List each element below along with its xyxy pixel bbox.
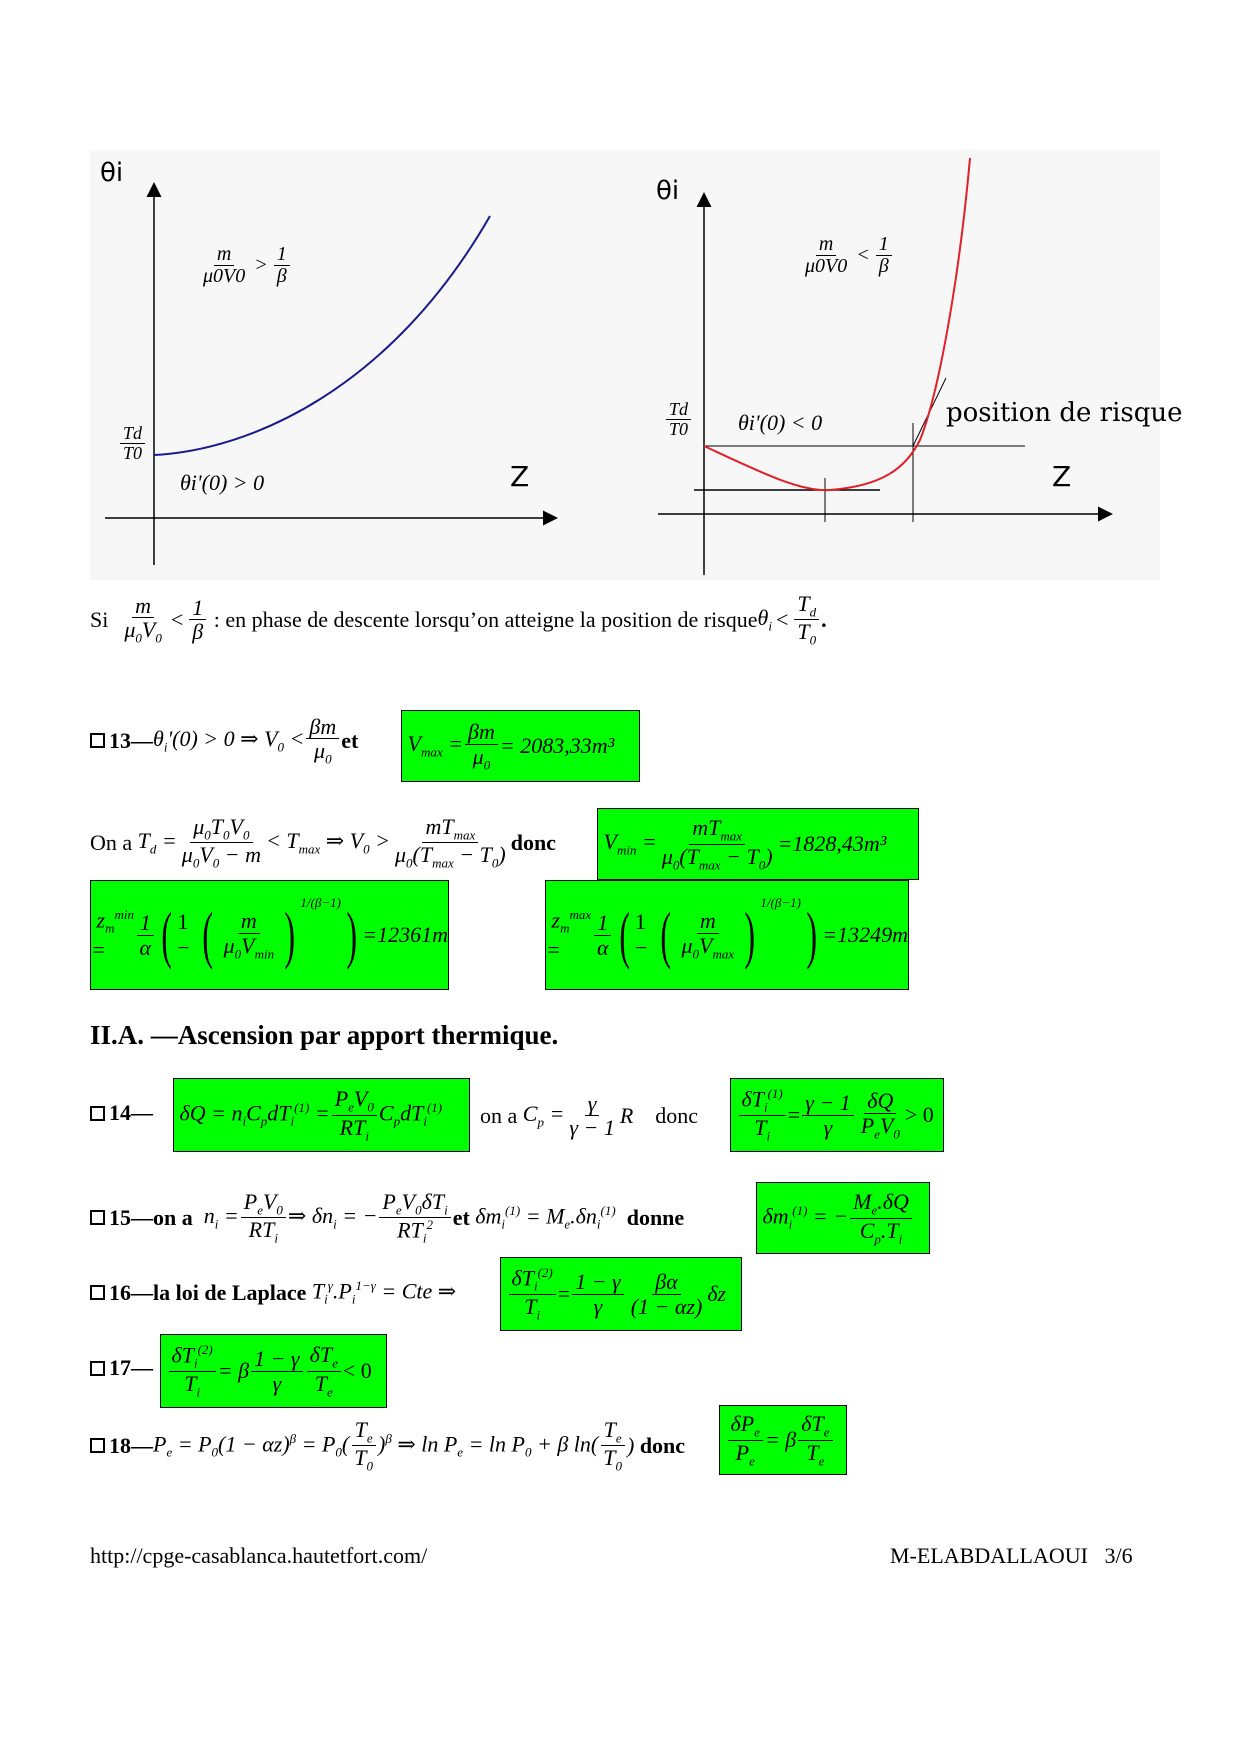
graph-left — [90, 150, 590, 580]
q16-answer-box: $\frac{\delta T_i^{(2)}}{T_i}$ = $\frac{1 - \gamma}{\gamma}$ $\frac{\beta\alpha}{(1 - \alpha z)}$ δz — [500, 1257, 742, 1331]
right-derivative-label: θi'(0) < 0 — [738, 410, 823, 435]
si-statement: Si $\frac{m}{\mu_0V_0}$ < $\frac{1}{\beta}$ : en phase de descente lorsqu’on atteigne la position de risque $\theta_i$ < $\frac{T_d}{T_0}$ . — [90, 591, 827, 648]
q13-answer-box: $V_{max}$ = $\frac{\beta m}{\mu_0}$ = 2083,33m³ — [401, 710, 640, 782]
zmin-answer-box: $z_m^{min}$ = $\frac{1}{\alpha}$ ( 1 − ( $\frac{m}{\mu_0V_{min}}$ ) 1/(β−1) ) =12361m — [90, 880, 449, 990]
q17-answer-box: $\frac{\delta T_i^{(2)}}{T_i}$ = β $\frac{1 - \gamma}{\gamma}$ $\frac{\delta T_e}{T_e}$ < 0 — [160, 1334, 387, 1408]
q15-answer-box: $\delta m_i^{(1)}$ = − $\frac{M_e.\delta Q}{C_p.T_i}$ — [756, 1182, 930, 1254]
right-condition: $\frac{m}{\mu 0V0}$ < $\frac{1}{\beta}$ — [800, 234, 894, 277]
q18-row: 18— $P_e = P_0(1 - \alpha z)^\beta = P_0$( $\frac{T_e}{T_0}$ )$^\beta$ ⇒ $\ln P_e = \ln P_0 + \beta$ ln( $\frac{T_e}{T_0}$ ) donc — [90, 1418, 685, 1473]
q17-label: 17— — [90, 1355, 153, 1381]
checkbox-icon — [90, 1106, 105, 1121]
vmin-answer-box: $V_{min}$ = $\frac{mT_{max}}{\mu_0(T_{max} - T_0)}$ =1828,43m³ — [597, 808, 919, 880]
left-y0-label: $\frac{Td}{T0}$ — [118, 424, 147, 463]
q14-answer-box: $\delta Q = n_iC_pdT_i^{(1)}$ = $\frac{P_eV_0}{RT_i}$ $C_pdT_i^{(1)}$ — [173, 1078, 470, 1152]
q14-result-box: $\frac{\delta T_i^{(1)}}{T_i}$ = $\frac{\gamma - 1}{\gamma}$ $\frac{\delta Q}{P_eV_0}$ > 0 — [730, 1078, 944, 1152]
checkbox-icon — [90, 1285, 105, 1300]
left-y-axis-label: θi — [100, 158, 124, 188]
zmax-answer-box: $z_m^{max}$ = $\frac{1}{\alpha}$ ( 1 − ( $\frac{m}{\mu_0V_{max}}$ ) 1/(β−1) ) =13249m — [545, 880, 909, 990]
left-condition: $\frac{m}{\mu 0V0}$ > $\frac{1}{\beta}$ — [198, 244, 292, 287]
right-y0-label: $\frac{Td}{T0}$ — [664, 400, 693, 439]
footer-author: M-ELABDALLAOUI 3/6 — [890, 1543, 1133, 1568]
checkbox-icon — [90, 1438, 105, 1453]
footer-url[interactable]: http://cpge-casablanca.hautetfort.com/ — [90, 1543, 428, 1568]
section-title: II.A. —Ascension par apport thermique. — [90, 1020, 559, 1050]
q16-row: 16—la loi de Laplace $T_i^\gamma.P_i^{1-\gamma}$ = Cte ⇒ — [90, 1278, 456, 1308]
q13-row: 13— $\theta_i'(0) > 0$ ⇒ $V_0$ < $\frac{\beta m}{\mu_0}$ et — [90, 715, 358, 766]
page-number: 3/6 — [1104, 1543, 1133, 1568]
right-y-axis-label: θi — [656, 176, 680, 206]
curve — [704, 158, 970, 490]
checkbox-icon — [90, 1210, 105, 1225]
td-row: On a $T_d$ = $\frac{\mu_0T_0V_0}{\mu_0V_0 - m}$ < $T_{max}$ ⇒ $V_0$ > $\frac{mT_{max}}{\mu_0(T_{max} - T_0)}$ donc — [90, 814, 556, 871]
risk-position-label: position de risque — [946, 398, 1183, 428]
graph-right — [640, 150, 1160, 580]
q15-row: 15—on a $n_i$ = $\frac{P_eV_0}{RT_i}$ ⇒ $\delta n_i$ = − $\frac{P_eV_0\delta T_i}{RT_i^2}$ et $\delta m_i^{(1)} = M_e.\delta n_i^{(1)}$ donne — [90, 1190, 684, 1245]
q14-middle: on a $C_p$ = $\frac{\gamma}{\gamma - 1}$ R donc — [480, 1091, 699, 1141]
checkbox-icon — [90, 733, 105, 748]
checkbox-icon — [90, 1361, 105, 1376]
left-x-axis-label: Z — [510, 460, 530, 493]
q18-answer-box: $\frac{\delta P_e}{P_e}$ = β $\frac{\delta T_e}{T_e}$ — [719, 1405, 847, 1475]
right-x-axis-label: Z — [1052, 460, 1072, 493]
q14-label: 14— — [90, 1100, 153, 1126]
left-derivative-label: θi'(0) > 0 — [180, 470, 265, 495]
